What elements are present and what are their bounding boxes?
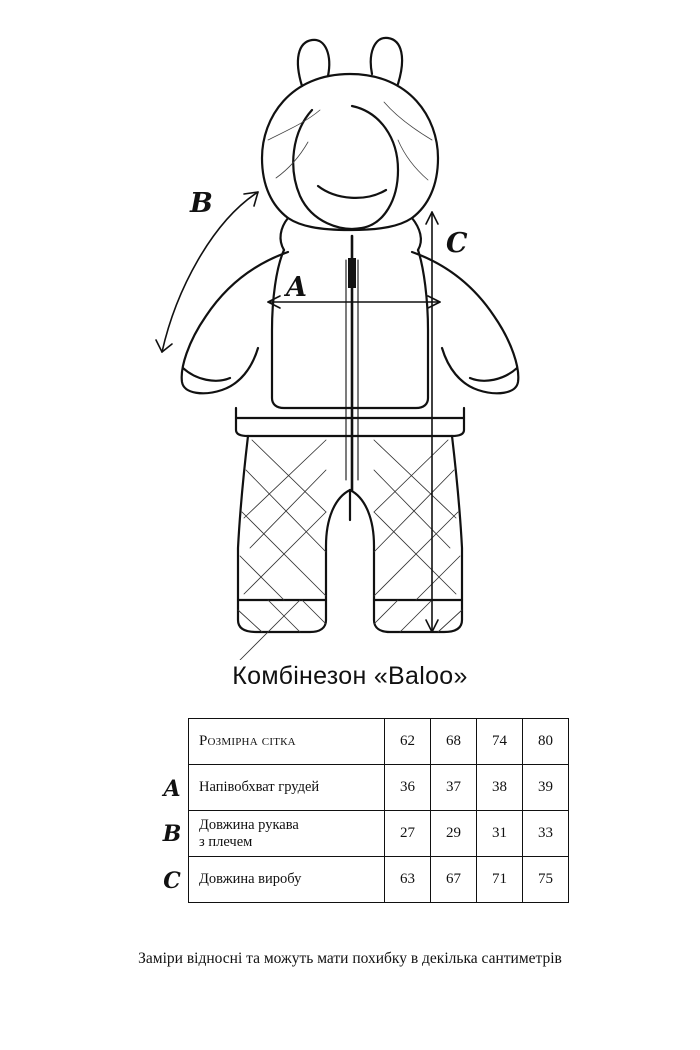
cell-chest-80: 39 [523,765,569,811]
table-header-row [189,719,569,765]
cell-sleeve-68: 29 [431,811,477,857]
row-marker-a: A [163,776,181,802]
cell-chest-74: 38 [477,765,523,811]
size-table [188,718,569,903]
cell-sleeve-74: 31 [477,811,523,857]
cell-length-80: 75 [523,857,569,903]
row-marker-b: B [162,821,182,847]
row-label-sleeve [189,811,385,857]
header-size-74: 74 [477,719,523,765]
table-row [189,811,569,857]
cell-chest-68: 37 [431,765,477,811]
row-label-sleeve-line1: Довжина рукава [199,816,299,833]
diagram-marker-a: A [286,272,307,303]
page-title: Комбінезон «Baloo» [232,662,468,690]
row-label-sleeve-line2: з плечем [199,833,253,850]
header-size-62: 62 [385,719,431,765]
cell-sleeve-80: 33 [523,811,569,857]
table-row [189,765,569,811]
cell-length-74: 71 [477,857,523,903]
cell-length-68: 67 [431,857,477,903]
header-size-68: 68 [431,719,477,765]
cell-chest-62: 36 [385,765,431,811]
diagram-marker-c: C [446,228,468,259]
diagram-marker-b: B [190,188,213,219]
header-size-80: 80 [523,719,569,765]
header-label: Розмірна сітка [189,719,385,765]
table-row [189,857,569,903]
footnote: Заміри відносні та можуть мати похибку в декілька сантиметрів [138,950,562,967]
row-marker-c: C [163,868,181,894]
cell-length-62: 63 [385,857,431,903]
size-table-container [162,718,553,903]
cell-sleeve-62: 27 [385,811,431,857]
row-label-chest: Напівобхват грудей [189,765,385,811]
row-label-length: Довжина виробу [189,857,385,903]
